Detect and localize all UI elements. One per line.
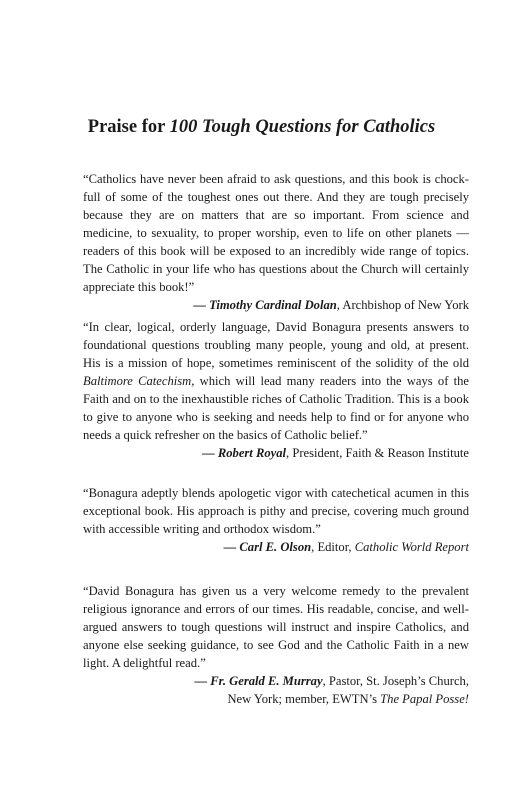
- endorsement-quote: “Bonagura adeptly blends apologetic vigor with catechetical acumen in this exceptional book. His approach is pithy and precise, covering much ground with accessible writing and orthodox wisdom.”: [83, 486, 469, 536]
- publication-title: Catholic World Report: [354, 540, 469, 554]
- page-title: [0, 115, 523, 139]
- endorser-name: — Timothy Cardinal Dolan: [193, 298, 337, 312]
- endorsement-dolan: [83, 170, 469, 314]
- endorser-affiliation: , President, Faith & Reason Institute: [286, 446, 469, 460]
- endorsement-quote: “David Bonagura has given us a very welcome remedy to the prevalent religious ignorance and errors of our times. His readable, concise, and well-argued answers to tough questions will instruct and inspire Catholics, and anyone else seeking guidance, to see God and the Catholic Faith in a new light. A delightful read.”: [83, 584, 469, 670]
- endorsement-attribution: [83, 296, 469, 314]
- endorsement-olson: [83, 484, 469, 556]
- quote-text: “In clear, logical, orderly language, David Bonagura presents answers to foundational questions troubling many people, young and old, at present. His is a mission of hope, sometimes reminiscent of the solidity of the old: [83, 320, 469, 370]
- endorser-name: — Robert Royal: [202, 446, 287, 460]
- endorser-name: — Carl E. Olson: [223, 540, 312, 554]
- endorser-affiliation: , Editor,: [311, 540, 355, 554]
- endorsement-quote: [83, 318, 469, 444]
- endorsement-quote: “Catholics have never been afraid to ask questions, and this book is chock-full of some of the toughest ones out there. And they are tough precisely because they are on matters that are so important. From science and medicine, to sexuality, to proper worship, even to life on other planets — readers of this book will be exposed to an incredibly wide range of topics. The Catholic in your life who has questions about the Church will certainly appreciate this book!”: [83, 172, 469, 294]
- quote-italic-title: Baltimore Catechism,: [83, 374, 195, 388]
- endorser-name: — Fr. Gerald E. Murray: [194, 674, 323, 688]
- title-prefix: Praise for: [87, 117, 170, 137]
- endorsement-attribution: [83, 672, 469, 690]
- book-title: 100 Tough Questions for Catholics: [169, 117, 436, 137]
- show-title: The Papal Posse!: [380, 692, 469, 706]
- endorser-affiliation: , Archbishop of New York: [336, 298, 469, 312]
- endorsement-attribution: [83, 444, 469, 462]
- endorsement-royal: [83, 318, 469, 462]
- endorser-affiliation: New York; member, EWTN’s: [227, 692, 381, 706]
- endorser-affiliation: , Pastor, St. Joseph’s Church,: [322, 674, 469, 688]
- endorsement-attribution-continued: [83, 690, 469, 708]
- endorsement-murray: [83, 582, 469, 708]
- quote-text: which will lead many readers into the ways of the Faith and on to the inexhaustible riches of Catholic Tradition. This is a book to give to anyone who is seeking and needs help to find or for anyone who needs a quick refresher on the basics of Catholic belief.”: [83, 374, 469, 442]
- endorsement-attribution: [83, 538, 469, 556]
